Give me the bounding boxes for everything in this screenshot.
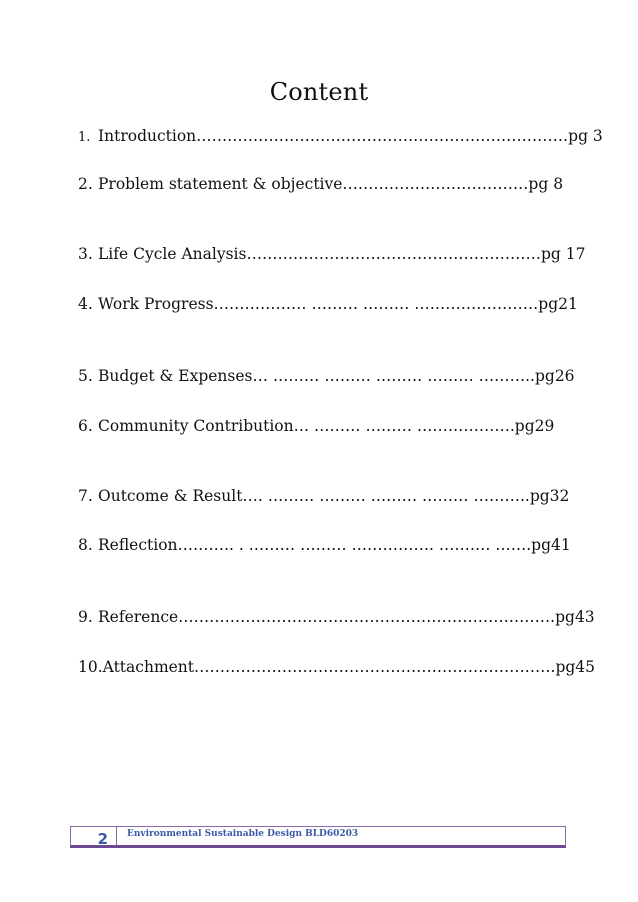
- footer-page-number: 2: [71, 827, 117, 845]
- toc-entry-text: Problem statement & objective………………………………pg 8: [98, 175, 564, 193]
- toc-entry-work-progress: [78, 295, 578, 313]
- toc-entry-text: Attachment…………………………………………………………….pg45: [102, 658, 596, 676]
- toc-entry-number: 2.: [78, 175, 93, 193]
- toc-entry-number: 10.: [78, 658, 103, 676]
- toc-entry-number: 4.: [78, 295, 93, 313]
- toc-entry-budget-expenses: [78, 367, 575, 385]
- toc-entry-text: Budget & Expenses… ……… ……… ……… ……… ………..pg26: [98, 367, 575, 385]
- toc-entry-number: 7.: [78, 487, 93, 505]
- toc-entry-text: Reflection……….. . ……… ……… ……………. ………. …….pg41: [98, 536, 571, 554]
- toc-entry-community-contribution: [78, 417, 554, 435]
- toc-entry-reference: [78, 608, 595, 626]
- page-title: Content: [269, 78, 369, 106]
- toc-entry-outcome-result: [78, 487, 569, 505]
- toc-entry-text: Introduction………………………………………………………………pg 3: [98, 127, 603, 145]
- toc-entry-number: 6.: [78, 417, 93, 435]
- toc-entry-problem-statement: [78, 175, 563, 193]
- toc-entry-number: 1.: [78, 130, 91, 145]
- toc-entry-text: Life Cycle Analysis…………………………………………………pg 17: [98, 245, 586, 263]
- toc-entry-number: 9.: [78, 608, 93, 626]
- toc-entry-life-cycle-analysis: [78, 245, 585, 263]
- toc-entry-text: Reference……………………………………………………………….pg43: [98, 608, 595, 626]
- toc-entry-introduction: [78, 127, 603, 145]
- toc-entry-number: 5.: [78, 367, 93, 385]
- toc-entry-number: 8.: [78, 536, 93, 554]
- page-footer: [70, 826, 566, 848]
- toc-entry-reflection: [78, 536, 571, 554]
- toc-entry-attachment: [78, 658, 595, 676]
- toc-entry-text: Work Progress……………… ……… ……… ……………………pg21: [98, 295, 578, 313]
- toc-entry-number: 3.: [78, 245, 93, 263]
- toc-entry-text: Community Contribution… ……… ……… ……………….pg29: [98, 417, 555, 435]
- footer-course-title: Environmental Sustainable Design BLD60203: [127, 829, 359, 839]
- toc-entry-text: Outcome & Result…. ……… ……… ……… ……… ………..pg32: [98, 487, 570, 505]
